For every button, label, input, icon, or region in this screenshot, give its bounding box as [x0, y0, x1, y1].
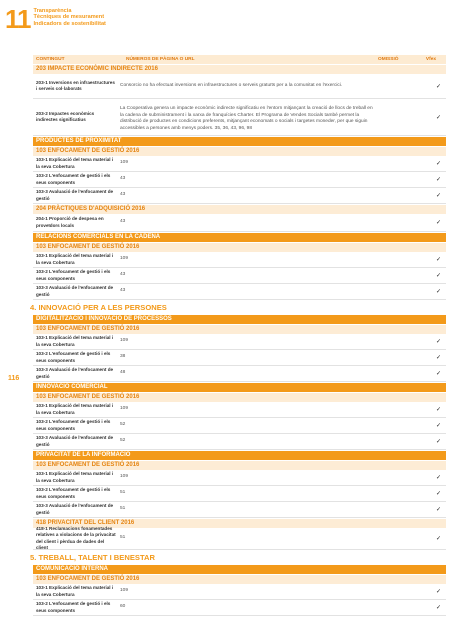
table-row: [33, 434, 446, 450]
table-row: [33, 334, 446, 350]
row-label: 103-1 Explicació del tema material i la seva Cobertura: [36, 157, 114, 169]
table-row: [33, 214, 446, 232]
row-label: 103-2 L'enfocament de gestió i els seus components: [36, 601, 111, 613]
subsection-heading: 203 IMPACTE ECONÒMIC INDIRECTE 2016: [33, 65, 446, 74]
table-row: [33, 366, 446, 382]
table-row: [33, 268, 446, 284]
section-band: INNOVACIÓ COMERCIAL: [33, 383, 446, 392]
section-band: PRIVACITAT DE LA INFORMACIÓ: [33, 451, 446, 460]
table-row: [33, 172, 446, 188]
page-number: 116: [8, 375, 20, 382]
row-label: 203-2 Impactes econòmics indirectes significatius: [36, 110, 95, 122]
check-icon: ✓: [435, 491, 441, 497]
table-row: [33, 156, 446, 172]
row-page-reference: 43: [120, 176, 126, 182]
table-row: [33, 284, 446, 300]
table-row: [33, 402, 446, 418]
row-page-reference: 109: [120, 160, 129, 166]
subsection-heading: 103 ENFOCAMENT DE GESTIÓ 2016: [33, 147, 446, 156]
check-icon: ✓: [435, 220, 441, 226]
check-icon: ✓: [435, 355, 441, 361]
row-page-reference: 52: [120, 438, 126, 444]
row-page-reference: 43: [120, 288, 126, 294]
row-label: 103-2 L'enfocament de gestió i els seus components: [36, 173, 111, 185]
row-label: 204-1 Proporció de despesa en proveïdors locals: [36, 216, 104, 228]
header-line-1: Transparència: [33, 8, 72, 14]
check-icon: ✓: [435, 371, 441, 377]
section-band: PRODUCTES DE PROXIMITAT: [33, 137, 446, 146]
row-page-reference: 109: [120, 406, 129, 412]
row-page-reference: 51: [120, 506, 126, 512]
subsection-heading: 418 PRIVACITAT DEL CLIENT 2016: [33, 519, 446, 528]
gri-index-table: [30, 55, 446, 616]
section-band: COMUNICACIÓ INTERNA: [33, 565, 446, 574]
check-icon: ✓: [435, 273, 441, 279]
column-header-page: NÚMEROS DE PÀGINA O URL: [126, 57, 195, 62]
check-icon: ✓: [435, 589, 441, 595]
check-icon: ✓: [435, 536, 441, 542]
row-label: 103-2 L'enfocament de gestió i els seus components: [36, 269, 111, 281]
row-page-reference: 52: [120, 422, 126, 428]
row-page-reference: 43: [120, 219, 126, 225]
chapter-section-title: 4. INNOVACIÓ PER A LES PERSONES: [30, 303, 167, 312]
subsection-heading: 103 ENFOCAMENT DE GESTIÓ 2016: [33, 325, 446, 334]
check-icon: ✓: [435, 407, 441, 413]
check-icon: ✓: [435, 257, 441, 263]
check-icon: ✓: [435, 114, 441, 121]
subsection-heading: 103 ENFOCAMENT DE GESTIÓ 2016: [33, 393, 446, 402]
table-row: [33, 600, 446, 616]
row-label: 103-1 Explicació del tema material i la seva Cobertura: [36, 253, 114, 265]
table-body: [30, 65, 446, 616]
subsection-heading: 103 ENFOCAMENT DE GESTIÓ 2016: [33, 461, 446, 470]
row-label: 103-1 Explicació del tema material i la seva Cobertura: [36, 335, 114, 347]
table-row: [33, 99, 446, 136]
table-row: [33, 350, 446, 366]
check-icon: ✓: [435, 339, 441, 345]
header-line-2: Tècniques de mesurament: [33, 14, 105, 21]
header-line-3: Indicadors de sostenibilitat: [33, 20, 106, 27]
row-label: 103-1 Explicació del tema material i la seva Cobertura: [36, 585, 114, 597]
check-icon: ✓: [435, 423, 441, 429]
table-row: [33, 502, 446, 518]
row-page-reference: 51: [120, 535, 126, 541]
row-label: 103-3 Avaluació de l'enfocament de gestió: [36, 285, 114, 297]
row-label: 103-2 L'enfocament de gestió i els seus components: [36, 351, 111, 363]
check-icon: ✓: [435, 83, 441, 90]
row-label: 103-3 Avaluació de l'enfocament de gestió: [36, 435, 114, 447]
row-label: 103-2 L'enfocament de gestió i els seus components: [36, 419, 111, 431]
row-page-reference: 51: [120, 490, 126, 496]
row-page-reference: 43: [120, 192, 126, 198]
row-page-reference: La Cooperativa genera un impacte econòmic indirecte significatiu en l'entorn mitjançant la creació de llocs de treball en la cadena de subministrament i la xarxa de franquícies Charter. El Programa de Vendes Socials també permet la distribució de productes en condicions preferents, mitjançant economats o socials i targetes moneder, per que siguin accessibles a persones amb menys poders. 35, 36, 43, 96, 98: [120, 106, 373, 131]
column-header-content: CONTINGUT: [36, 57, 65, 62]
table-row: [33, 252, 446, 268]
subsection-heading: 103 ENFOCAMENT DE GESTIÓ 2016: [33, 243, 446, 252]
check-icon: ✓: [435, 475, 441, 481]
table-row: [33, 74, 446, 99]
row-label: 103-3 Avaluació de l'enfocament de gestió: [36, 189, 114, 201]
row-label: 103-3 Avaluació de l'enfocament de gestió: [36, 503, 114, 515]
check-icon: ✓: [435, 193, 441, 199]
row-page-reference: Consorcio no ha efectuat inversions en infraestructures o serveis gratuïts per a la comunitat en l'exercici.: [120, 82, 343, 88]
row-page-reference: 38: [120, 354, 126, 360]
column-header-omission: OMISSIÓ: [378, 57, 399, 62]
table-row: [33, 188, 446, 204]
section-band: RELACIONS COMERCIALS EN LA CADENA: [33, 233, 446, 242]
section-band: DIGITALITZACIÓ I INNOVACIÓ DE PROCESSOS: [33, 315, 446, 324]
row-label: 103-2 L'enfocament de gestió i els seus components: [36, 487, 111, 499]
row-label: 103-1 Explicació del tema material i la seva Cobertura: [36, 403, 114, 415]
check-icon: ✓: [435, 289, 441, 295]
row-page-reference: 109: [120, 474, 129, 480]
chapter-header: [5, 6, 106, 36]
row-label: 103-3 Avaluació de l'enfocament de gestió: [36, 367, 114, 379]
row-page-reference: 48: [120, 370, 126, 376]
row-label: 103-1 Explicació del tema material i la seva Cobertura: [36, 471, 114, 483]
check-icon: ✓: [435, 177, 441, 183]
table-row: [33, 486, 446, 502]
check-icon: ✓: [435, 161, 441, 167]
subsection-heading: 103 ENFOCAMENT DE GESTIÓ 2016: [33, 575, 446, 584]
row-label: 418-1 Reclamacions fonamentades relatives a violacions de la privacitat del client i pèrdua de dades del client: [36, 525, 116, 550]
row-page-reference: 109: [120, 588, 129, 594]
row-label: 203-1 Inversions en infraestructures i serveis col·laborats: [36, 79, 115, 91]
check-icon: ✓: [435, 507, 441, 513]
table-row: [33, 470, 446, 486]
column-header-row: [33, 55, 446, 64]
row-page-reference: 60: [120, 604, 126, 610]
table-row: [33, 584, 446, 600]
check-icon: ✓: [435, 439, 441, 445]
table-row: [33, 418, 446, 434]
row-page-reference: 109: [120, 338, 129, 344]
table-row: [33, 525, 446, 550]
check-icon: ✓: [435, 605, 441, 611]
column-header-verification: Vfex: [425, 57, 437, 62]
row-page-reference: 109: [120, 256, 129, 262]
chapter-subtitle: [34, 8, 106, 27]
chapter-section-title: 5. TREBALL, TALENT I BENESTAR: [30, 553, 156, 562]
subsection-heading: 204 PRÀCTIQUES D'ADQUISICIÓ 2016: [33, 205, 446, 214]
chapter-number: 11: [5, 4, 31, 34]
row-page-reference: 43: [120, 272, 126, 278]
